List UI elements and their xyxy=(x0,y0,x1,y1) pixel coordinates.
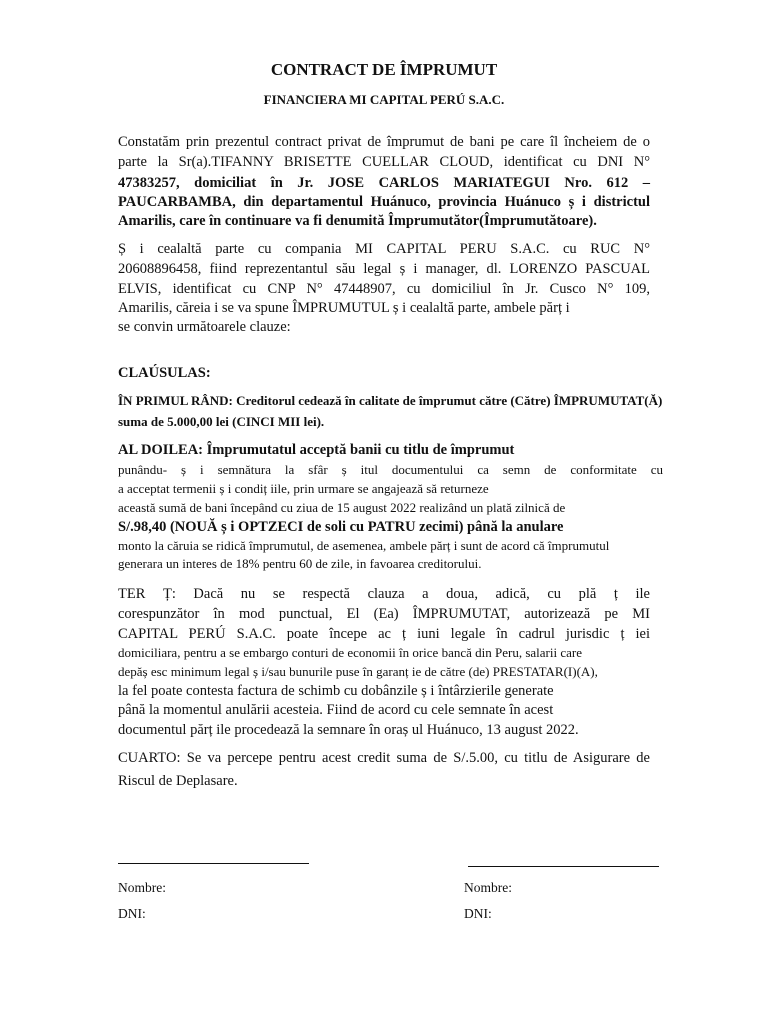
text-line: Riscul de Deplasare. xyxy=(118,773,238,789)
dni-label: DNI: xyxy=(464,906,492,921)
name-label: Nombre: xyxy=(118,880,166,895)
text-line: S/.98,40 (NOUĂ ș i OPTZECI de soli cu PATRU zecimi) până la anulare xyxy=(118,519,564,535)
text-line: TER Ț: Dacă nu se respectă clauza a doua, adică, cu plă ț ile xyxy=(118,586,650,602)
text-line: domiciliara, pentru a se embargo conturi de economii în orice bancă din Peru, salarii care xyxy=(118,645,582,660)
text-line: Amarilis, care în continuare va fi denumită Împrumutător(Împrumutătoare). xyxy=(118,213,597,229)
signature-line xyxy=(118,863,309,864)
text-line: Ș i cealaltă parte cu compania MI CAPITAL PERU S.A.C. cu RUC N° xyxy=(118,241,650,257)
dni-label: DNI: xyxy=(118,906,146,921)
text-line: la fel poate contesta factura de schimb cu dobânzile ș i întârzierile generate xyxy=(118,683,554,699)
text-line: CAPITAL PERÚ S.A.C. poate începe ac ț iuni legale în cadrul jurisdic ț iei xyxy=(118,626,650,642)
text-line: 20608896458, fiind reprezentantul său legal ș i manager, dl. LORENZO PASCUAL xyxy=(118,261,650,277)
text-line: depăș esc minimum legal ș i/sau bunurile puse în garanț ie de către (de) PRESTATAR(I)(A), xyxy=(118,664,598,679)
text-line: ELVIS, identificat cu CNP N° 47448907, cu domiciliul în Jr. Cusco N° 109, xyxy=(118,281,650,297)
text-line: monto la căruia se ridică împrumutul, de asemenea, ambele părț i sunt de acord că împrumutul xyxy=(118,538,610,553)
text-line: suma de 5.000,00 lei (CINCI MII lei). xyxy=(118,414,325,429)
text-line: parte la Sr(a).TIFANNY BRISETTE CUELLAR CLOUD, identificat cu DNI N° xyxy=(118,154,650,170)
document-title: CONTRACT DE ÎMPRUMUT xyxy=(270,60,498,79)
text-line: a acceptat termenii ș i condiț iile, prin urmare se angajează să returneze xyxy=(118,481,489,496)
text-line: generara un interes de 18% pentru 60 de zile, in favoarea creditorului. xyxy=(118,556,482,571)
text-line: PAUCARBAMBA, din departamentul Huánuco, provincia Huánuco ș i districtul xyxy=(118,194,650,210)
text-line: această sumă de bani începând cu ziua de 15 august 2022 realizând un plată zilnică de xyxy=(118,500,566,515)
text-line: până la momentul anulării acesteia. Fiind de acord cu cele semnate în acest xyxy=(118,702,554,718)
text-line: AL DOILEA: Împrumutatul acceptă banii cu titlu de împrumut xyxy=(118,442,515,458)
text-line: punându- ș i semnătura la sfâr ș itul documentului ca semn de conformitate cu xyxy=(118,462,663,477)
text-line: 47383257, domiciliat în Jr. JOSE CARLOS MARIATEGUI Nro. 612 – xyxy=(118,175,650,191)
clausulas-heading: CLAÚSULAS: xyxy=(118,365,211,381)
text-line: Constatăm prin prezentul contract privat de împrumut de bani pe care îl încheiem de o xyxy=(118,134,650,150)
text-line: corespunzător în mod punctual, El (Ea) ÎMPRUMUTAT, autorizează pe MI xyxy=(118,606,650,622)
text-line: CUARTO: Se va percepe pentru acest credit suma de S/.5.00, cu titlu de Asigurare de xyxy=(118,750,650,766)
text-line: ÎN PRIMUL RÂND: Creditorul cedează în calitate de împrumut către (Către) ÎMPRUMUTAT(Ă) xyxy=(118,393,663,408)
text-line: se convin următoarele clauze: xyxy=(118,319,291,335)
text-line: documentul părț ile procedează la semnare în oraș ul Huánuco, 13 august 2022. xyxy=(118,722,579,738)
text-line: Amarilis, căreia i se va spune ÎMPRUMUTUL ș i cealaltă parte, ambele părț i xyxy=(118,300,570,316)
signature-line xyxy=(468,866,659,867)
document-subtitle: FINANCIERA MI CAPITAL PERÚ S.A.C. xyxy=(263,92,505,107)
name-label: Nombre: xyxy=(464,880,512,895)
